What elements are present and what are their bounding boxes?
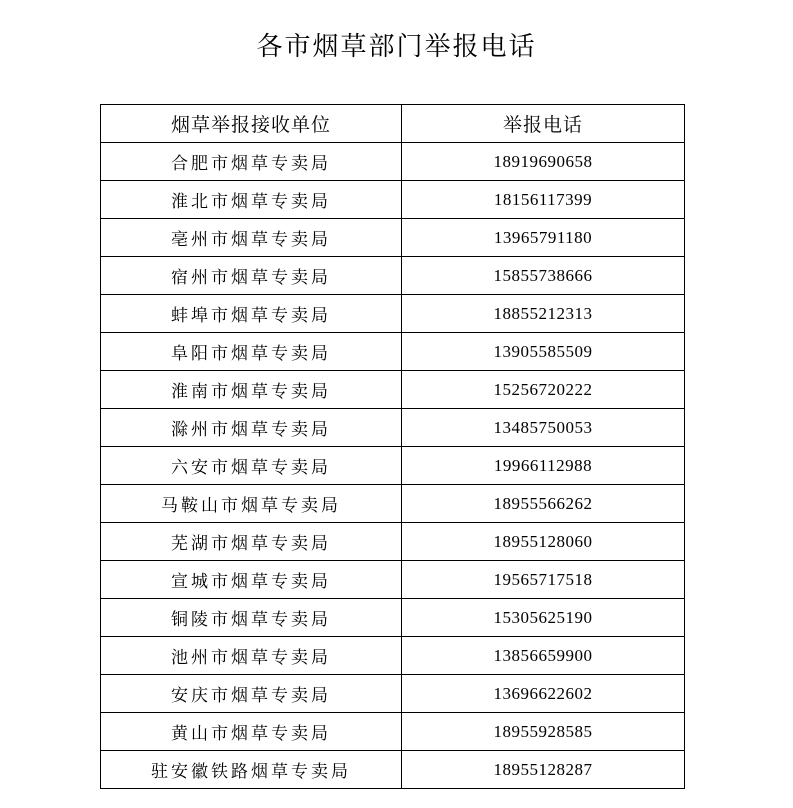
unit-cell: 芜湖市烟草专卖局 <box>101 523 402 561</box>
table-row <box>101 713 685 751</box>
phone-cell: 18955128060 <box>402 523 685 561</box>
phone-cell: 18955566262 <box>402 485 685 523</box>
table-row <box>101 637 685 675</box>
unit-cell: 淮南市烟草专卖局 <box>101 371 402 409</box>
table-row <box>101 333 685 371</box>
table-row <box>101 143 685 181</box>
table-row <box>101 295 685 333</box>
table-row <box>101 675 685 713</box>
phone-cell: 15855738666 <box>402 257 685 295</box>
phone-cell: 19966112988 <box>402 447 685 485</box>
unit-cell: 池州市烟草专卖局 <box>101 637 402 675</box>
phone-cell: 13485750053 <box>402 409 685 447</box>
unit-cell: 宣城市烟草专卖局 <box>101 561 402 599</box>
unit-cell: 安庆市烟草专卖局 <box>101 675 402 713</box>
phone-cell: 13856659900 <box>402 637 685 675</box>
table-row <box>101 371 685 409</box>
unit-cell: 铜陵市烟草专卖局 <box>101 599 402 637</box>
phone-cell: 13905585509 <box>402 333 685 371</box>
table-header-row <box>101 105 685 143</box>
unit-cell: 黄山市烟草专卖局 <box>101 713 402 751</box>
phone-cell: 13696622602 <box>402 675 685 713</box>
report-phone-table <box>100 104 685 789</box>
phone-cell: 18919690658 <box>402 143 685 181</box>
phone-cell: 15256720222 <box>402 371 685 409</box>
unit-cell: 驻安徽铁路烟草专卖局 <box>101 751 402 789</box>
unit-cell: 蚌埠市烟草专卖局 <box>101 295 402 333</box>
table-row <box>101 485 685 523</box>
table-row <box>101 257 685 295</box>
phone-cell: 13965791180 <box>402 219 685 257</box>
column-header-phone: 举报电话 <box>402 105 685 143</box>
column-header-unit: 烟草举报接收单位 <box>101 105 402 143</box>
phone-cell: 18156117399 <box>402 181 685 219</box>
page-title: 各市烟草部门举报电话 <box>256 32 537 62</box>
phone-cell: 18955128287 <box>402 751 685 789</box>
unit-cell: 滁州市烟草专卖局 <box>101 409 402 447</box>
table-row <box>101 447 685 485</box>
unit-cell: 马鞍山市烟草专卖局 <box>101 485 402 523</box>
unit-cell: 阜阳市烟草专卖局 <box>101 333 402 371</box>
table-row <box>101 219 685 257</box>
unit-cell: 淮北市烟草专卖局 <box>101 181 402 219</box>
unit-cell: 亳州市烟草专卖局 <box>101 219 402 257</box>
phone-cell: 18855212313 <box>402 295 685 333</box>
unit-cell: 六安市烟草专卖局 <box>101 447 402 485</box>
table-row <box>101 523 685 561</box>
table-row <box>101 561 685 599</box>
phone-cell: 15305625190 <box>402 599 685 637</box>
table-row <box>101 599 685 637</box>
unit-cell: 宿州市烟草专卖局 <box>101 257 402 295</box>
table-row <box>101 751 685 789</box>
phone-cell: 19565717518 <box>402 561 685 599</box>
unit-cell: 合肥市烟草专卖局 <box>101 143 402 181</box>
phone-cell: 18955928585 <box>402 713 685 751</box>
table-row <box>101 181 685 219</box>
table-row <box>101 409 685 447</box>
